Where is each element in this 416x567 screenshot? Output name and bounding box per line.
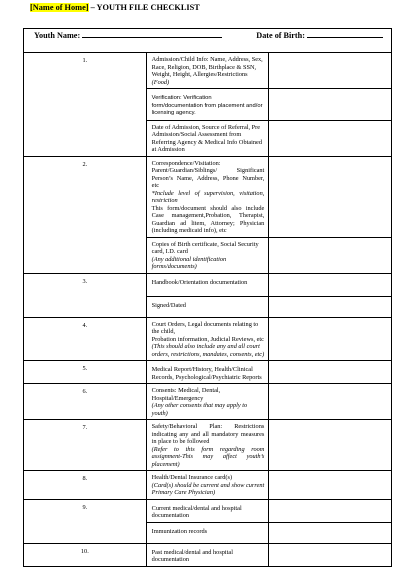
check-box[interactable] <box>269 120 392 156</box>
check-box[interactable] <box>269 499 392 522</box>
item-text: Verification: Verification form/documentation from placement and/or licensing agency. <box>146 89 269 121</box>
page-title <box>30 3 200 12</box>
item-text: Safety/Behavioral Plan: Restrictions indicating any and all mandatory measures in place to be followed (Refer to this form regarding room assignment-This may affect youth’s placement) <box>146 420 269 471</box>
header-cell <box>24 29 392 53</box>
checklist-row-8 <box>24 471 392 500</box>
item-number: 6. <box>24 384 147 420</box>
checklist-row-9a <box>24 499 392 522</box>
item-number: 8. <box>24 471 147 500</box>
item-text: Immunization records <box>146 522 269 543</box>
item-text: Copies of Birth certificate, Social Security card, I.D. card (Any additional identification forms/documents) <box>146 237 269 273</box>
check-box[interactable] <box>269 237 392 273</box>
youth-name-field[interactable] <box>34 29 222 40</box>
youth-name-label: Youth Name: <box>34 31 81 40</box>
title-text: – YOUTH FILE CHECKLIST <box>88 3 200 12</box>
item-text: Medical Report/History, Health/Clinical Records, Psychological/Psychiatric Reports <box>146 361 269 384</box>
check-box[interactable] <box>269 522 392 543</box>
item-text: Handbook/Orientation documentation <box>146 273 269 296</box>
item-text: Current medical/dental and hospital documentation <box>146 499 269 522</box>
check-box[interactable] <box>269 317 392 361</box>
checklist-row-2a <box>24 156 392 237</box>
item-text: Past medical/dental and hospital documentation <box>146 543 269 566</box>
check-box[interactable] <box>269 273 392 296</box>
item-note: (Refer to this form regarding room assignment-This may affect youth’s placement) <box>151 445 265 468</box>
item-text: Health/Dental Insurance card(s) (Card(s) should be current and show current Primary Care Physician) <box>146 471 269 500</box>
checklist-row-5 <box>24 361 392 384</box>
check-box[interactable] <box>269 156 392 237</box>
check-box[interactable] <box>269 420 392 471</box>
item-text: Date of Admission, Source of Referral, Pre Admission/Social Assessment from Referring Agency & Medical Info Obtained at Admission <box>146 120 269 156</box>
checklist-row-6 <box>24 384 392 420</box>
check-box[interactable] <box>269 296 392 317</box>
check-box[interactable] <box>269 89 392 121</box>
item-number: 9. <box>24 499 147 543</box>
item-note: (Food) <box>151 78 170 86</box>
item-number: 1. <box>24 53 147 157</box>
dob-blank[interactable] <box>307 29 383 38</box>
item-text: Consents: Medical, Dental, Hospital/Emergency (Any other consents that may apply to youth) <box>146 384 269 420</box>
item-note: (Any additional identification forms/documents) <box>151 255 227 270</box>
item-number: 5. <box>24 361 147 384</box>
check-box[interactable] <box>269 53 392 89</box>
home-name-placeholder: [Name of Home] <box>30 3 89 12</box>
item-note: *Include level of supervision, visitation, restriction <box>151 189 265 204</box>
checklist-row-10 <box>24 543 392 566</box>
check-box[interactable] <box>269 384 392 420</box>
header-row <box>24 29 392 53</box>
check-box[interactable] <box>269 543 392 566</box>
youth-name-blank[interactable] <box>82 29 222 38</box>
item-text: Admission/Child Info: Name, Address, Sex, Race, Religion, DOB, Birthplace & SSN, Weight, Height, Allergies/Restrictions (Food) <box>146 53 269 89</box>
check-box[interactable] <box>269 361 392 384</box>
item-number: 10. <box>24 543 147 566</box>
item-number: 3. <box>24 273 147 317</box>
item-text: Court Orders, Legal documents relating to the child, Probation information, Judicial Reviews, etc (This should also include any and all court orders, restrictions, mandates, consents, etc) <box>146 317 269 361</box>
item-text: Correspondence/Visitation: Parent/Guardian/Siblings/ Significant Person’s Name, Address, Phone Number, etc *Include level of supervision, visitation, restriction This form/document should also include Case management,Probation, Therapist, Guardian ad litem, Attorney; Physician (including medicaid info), etc <box>146 156 269 237</box>
item-text: Signed/Dated <box>146 296 269 317</box>
checklist-row-4 <box>24 317 392 361</box>
item-note: (Any other consents that may apply to youth) <box>151 402 248 417</box>
check-box[interactable] <box>269 471 392 500</box>
checklist-table <box>23 28 392 567</box>
item-number: 4. <box>24 317 147 361</box>
checklist-row-7 <box>24 420 392 471</box>
item-number: 7. <box>24 420 147 471</box>
checklist-row-1a <box>24 53 392 89</box>
dob-field[interactable] <box>256 29 383 40</box>
dob-label: Date of Birth: <box>256 31 305 40</box>
item-note: (Card(s) should be current and show current Primary Care Physician) <box>151 481 265 496</box>
checklist-row-3a <box>24 273 392 296</box>
item-number: 2. <box>24 156 147 273</box>
item-note: (This should also include any and all court orders, restrictions, mandates, consents, etc) <box>151 343 265 358</box>
